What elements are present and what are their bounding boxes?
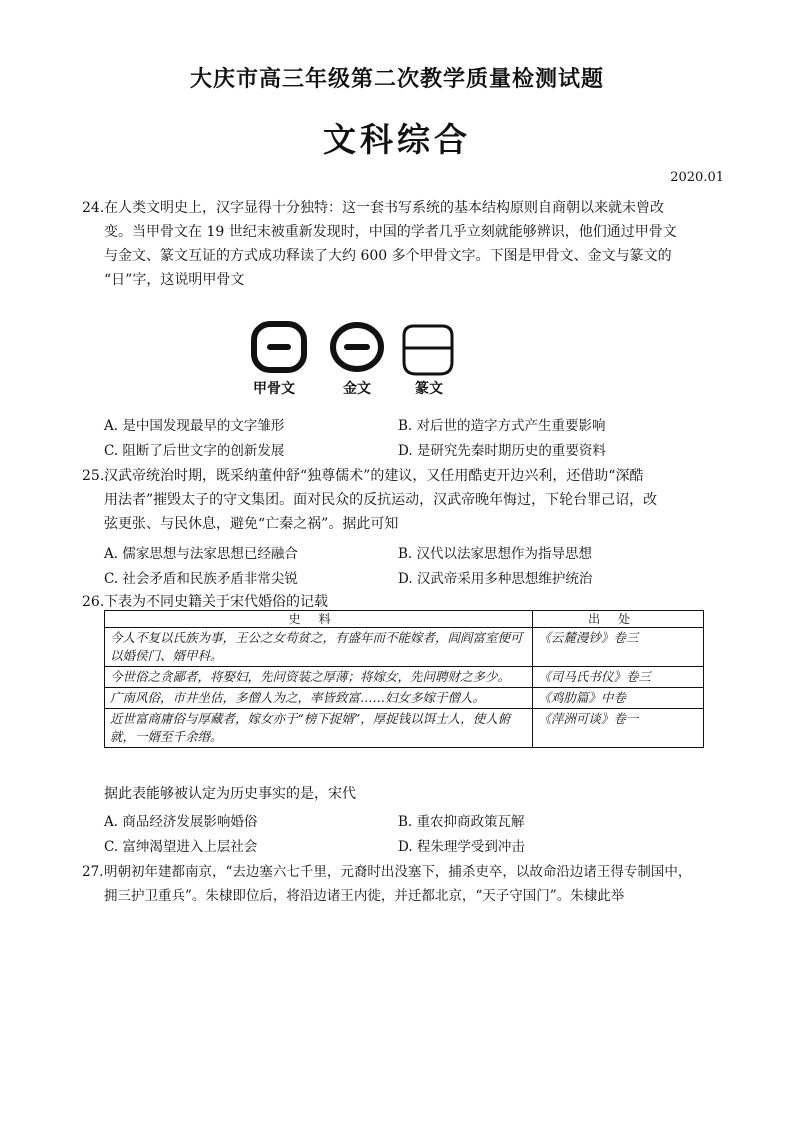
record-text: 今人不复以氏族为事，王公之女苟贫之，有盛年而不能嫁者，闾阎富室便可以婚侯门、婿甲科。 — [105, 628, 533, 667]
record-source: 《萍洲可谈》卷一 — [533, 709, 704, 748]
question-line: “日”字，这说明甲骨文 — [104, 272, 245, 288]
table-row — [105, 628, 704, 667]
exam-date: 2020.01 — [670, 170, 724, 185]
option-b[interactable]: B. 汉代以法家思想作为指导思想 — [398, 546, 593, 562]
option-c[interactable]: C. 社会矛盾和民族矛盾非常尖锐 — [104, 571, 298, 587]
record-text: 近世富商庸俗与厚藏者，嫁女亦于“榜下捉婿”，厚捉钱以饵士人，使人俯就，一婿至千余缗。 — [105, 709, 533, 748]
table-row — [105, 688, 704, 709]
option-a[interactable]: A. 是中国发现最早的文字雏形 — [104, 418, 285, 434]
question-number: 26. — [82, 594, 105, 610]
figure-label-bronze: 金文 — [343, 381, 371, 397]
option-a[interactable]: A. 儒家思想与法家思想已经融合 — [104, 546, 298, 562]
seal-ri-glyph — [404, 326, 452, 374]
option-b[interactable]: B. 重农抑商政策瓦解 — [398, 814, 525, 830]
historical-records-table — [104, 610, 704, 748]
question-number: 24. — [82, 200, 105, 216]
option-d[interactable]: D. 汉武帝采用多种思想维护统治 — [398, 571, 593, 587]
figure-label-oracle: 甲骨文 — [253, 381, 295, 397]
question-line: 汉武帝统治时期，既采纳董仲舒“独尊儒术”的建议，又任用酷吏开边兴利，还借助“深酷 — [104, 468, 644, 484]
question-27 — [82, 860, 754, 908]
table-row — [105, 667, 704, 688]
table-row — [105, 709, 704, 748]
question-line: 用法者”摧毁太子的守文集团。面对民众的反抗运动，汉武帝晚年悔过，下轮台罪己诏，改 — [104, 492, 658, 508]
question-line: 明朝初年建都南京，“去边塞六七千里，元裔时出没塞下，捕杀吏卒，以故命沿边诸王得专制国中， — [104, 864, 692, 880]
question-intro: 下表为不同史籍关于宋代婚俗的记载 — [104, 594, 328, 610]
question-25 — [82, 464, 724, 536]
question-line: 与金文、篆文互证的方式成功释读了大约 600 多个甲骨文字。下图是甲骨文、金文与篆文的 — [104, 248, 672, 264]
question-line: 在人类文明史上，汉字显得十分独特：这一套书写系统的基本结构原则自商朝以来就未曾改 — [104, 200, 664, 216]
options-24 — [104, 414, 724, 464]
record-text: 今世俗之贪鄙者，将娶妇，先问资装之厚薄；将嫁女，先问聘财之多少。 — [105, 667, 533, 688]
bronze-ri-glyph — [333, 325, 381, 369]
header-source-text: 史料 — [105, 611, 533, 628]
record-text: 广南风俗，市井坐估，多僧人为之，率皆致富……妇女多嫁于僧人。 — [105, 688, 533, 709]
figure-label-seal: 篆文 — [415, 381, 443, 397]
question-26-stem — [104, 782, 724, 806]
options-25 — [104, 542, 724, 592]
question-line: 变。当甲骨文在 19 世纪末被重新发现时，中国的学者几乎立刻就能够辨识，他们通过甲骨文 — [104, 224, 677, 240]
question-line: 据此表能够被认定为历史事实的是，宋代 — [104, 786, 356, 802]
record-source: 《鸡肋篇》中卷 — [533, 688, 704, 709]
table-header-row — [105, 611, 704, 628]
option-c[interactable]: C. 富绅渴望进入上层社会 — [104, 839, 258, 855]
record-source: 《司马氏书仪》卷三 — [533, 667, 704, 688]
question-line: 拥三护卫重兵”。朱棣即位后，将沿边诸王内徙，并迁都北京，“天子守国门”。朱棣此举 — [104, 888, 625, 904]
option-b[interactable]: B. 对后世的造字方式产生重要影响 — [398, 418, 606, 434]
options-26 — [104, 810, 724, 860]
option-d[interactable]: D. 程朱理学受到冲击 — [398, 839, 525, 855]
option-c[interactable]: C. 阻断了后世文字的创新发展 — [104, 443, 285, 459]
header-origin: 出处 — [533, 611, 704, 628]
question-number: 27. — [82, 864, 104, 880]
oracle-bone-ri-glyph — [254, 324, 304, 370]
question-number: 25. — [82, 468, 105, 484]
question-line: 弦更张、与民休息，避免“亡秦之祸”。据此可知 — [104, 516, 399, 532]
question-24 — [82, 196, 724, 292]
record-source: 《云麓漫钞》卷三 — [533, 628, 704, 667]
option-d[interactable]: D. 是研究先秦时期历史的重要资料 — [398, 443, 606, 459]
subject-title: 文科综合 — [323, 120, 471, 159]
option-a[interactable]: A. 商品经济发展影响婚俗 — [104, 814, 258, 830]
exam-title: 大庆市高三年级第二次教学质量检测试题 — [189, 66, 604, 92]
